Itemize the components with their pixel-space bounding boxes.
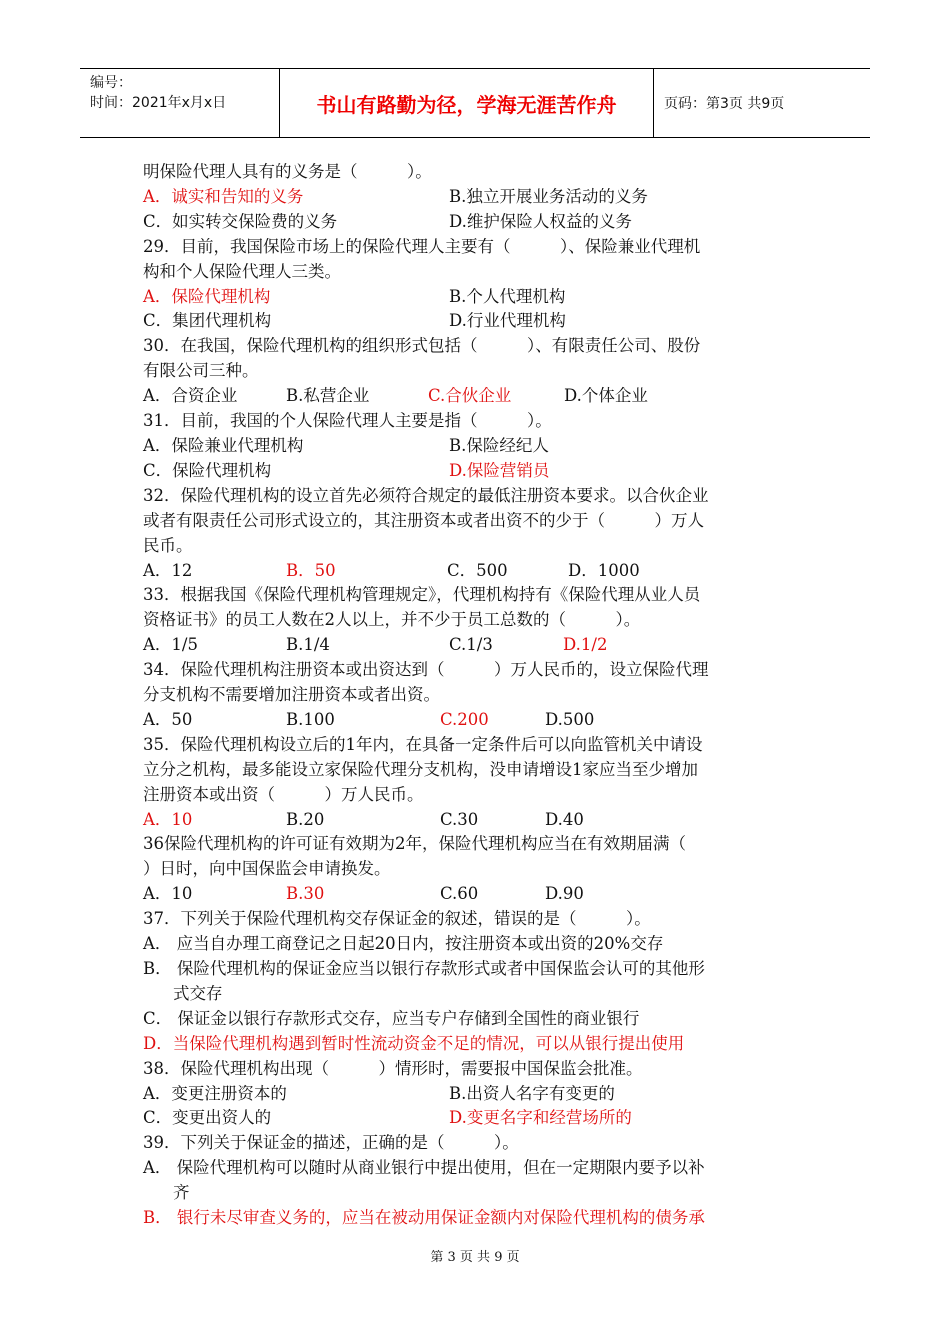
option-d: D.变更名字和经营场所的 bbox=[449, 1108, 632, 1128]
option-c: C.1/3 bbox=[449, 635, 493, 655]
option-a: A．保险代理机构 bbox=[143, 286, 271, 306]
question-36: 36保险代理机构的许可证有效期为2年，保险代理机构应当在有效期届满（ bbox=[143, 834, 686, 854]
options-row bbox=[143, 309, 813, 334]
header-meta bbox=[80, 69, 280, 137]
option-a: A．10 bbox=[143, 809, 193, 829]
options-row bbox=[143, 384, 813, 409]
option-c: C.30 bbox=[440, 809, 479, 829]
option-a: A．诚实和告知的义务 bbox=[143, 186, 304, 206]
option-d: D.40 bbox=[545, 809, 584, 829]
option-c: C．变更出资人的 bbox=[143, 1108, 272, 1128]
option-d: D.保险营销员 bbox=[449, 460, 550, 480]
option-d: D.500 bbox=[545, 709, 595, 729]
option-d: D.维护保险人权益的义务 bbox=[449, 211, 632, 231]
option-c: C．集团代理机构 bbox=[143, 311, 272, 331]
option-b: B.出资人名字有变更的 bbox=[449, 1083, 615, 1103]
question-34: 34．保险代理机构注册资本或出资达到（ ）万人民币的，设立保险代理 bbox=[143, 660, 709, 680]
option-b: B.私营企业 bbox=[286, 386, 370, 406]
option-d: D.行业代理机构 bbox=[449, 311, 566, 331]
option-d: D.90 bbox=[545, 884, 584, 904]
options-row bbox=[143, 210, 813, 235]
question-33-cont: 资格证书》的员工人数在2人以上，并不少于员工总数的（ ）。 bbox=[143, 610, 641, 630]
option-b: B．50 bbox=[286, 560, 336, 580]
option-a: A．50 bbox=[143, 709, 193, 729]
option-a: A．10 bbox=[143, 884, 193, 904]
option-c: C.60 bbox=[440, 884, 479, 904]
option-b: B． 保险代理机构的保证金应当以银行存款形式或者中国保监会认可的其他形 bbox=[143, 959, 705, 978]
option-d: D.个体企业 bbox=[564, 386, 648, 406]
page-footer: 第 3 页 共 9 页 bbox=[430, 1250, 520, 1265]
option-b: B.20 bbox=[286, 809, 325, 829]
options-row bbox=[143, 633, 813, 658]
question-38: 38．保险代理机构出现（ ）情形时，需要报中国保监会批准。 bbox=[143, 1058, 643, 1078]
header-page-label: 页码：第3页 共9页 bbox=[664, 96, 785, 112]
option-c: C.200 bbox=[440, 709, 489, 729]
question-32: 32．保险代理机构的设立首先必须符合规定的最低注册资本要求。以合伙企业 bbox=[143, 485, 709, 505]
options-row bbox=[143, 559, 813, 584]
option-a-cont: 齐 bbox=[173, 1183, 190, 1203]
option-a: A． 应当自办理工商登记之日起20日内，按注册资本或出资的20%交存 bbox=[143, 934, 664, 954]
options-row bbox=[143, 185, 813, 210]
option-b: B.100 bbox=[286, 709, 335, 729]
option-c: C．如实转交保险费的义务 bbox=[143, 211, 338, 231]
option-c: C． 保证金以银行存款形式交存，应当专户存储到全国性的商业银行 bbox=[143, 1008, 640, 1028]
header-motto: 书山有路勤为径，学海无涯苦作舟 bbox=[280, 69, 654, 137]
option-b: B． 银行未尽审查义务的，应当在被动用保证金额内对保险代理机构的债务承 bbox=[143, 1208, 705, 1228]
option-a: A．合资企业 bbox=[143, 386, 238, 406]
question-35-cont: 注册资本或出资（ ）万人民币。 bbox=[143, 784, 424, 804]
doc-date-label: 时间：2021年x月x日 bbox=[90, 95, 227, 111]
option-a: A．1/5 bbox=[143, 635, 198, 655]
option-c: C．保险代理机构 bbox=[143, 460, 272, 480]
question-30-cont: 有限公司三种。 bbox=[143, 361, 259, 381]
option-b: B.1/4 bbox=[286, 635, 330, 655]
question-32-cont: 民币。 bbox=[143, 535, 193, 555]
question-32-cont: 或者有限责任公司形式设立的，其注册资本或者出资不的少于（ ）万人 bbox=[143, 510, 704, 530]
question-text: 明保险代理人具有的义务是（ ）。 bbox=[143, 162, 432, 181]
option-a: A．保险兼业代理机构 bbox=[143, 435, 304, 455]
option-d: D.1/2 bbox=[563, 635, 608, 655]
option-b: B.独立开展业务活动的义务 bbox=[449, 186, 648, 206]
question-30: 30．在我国，保险代理机构的组织形式包括（ ）、有限责任公司、股份 bbox=[143, 336, 701, 356]
question-33: 33．根据我国《保险代理机构管理规定》，代理机构持有《保险代理从业人员 bbox=[143, 585, 701, 605]
document-body bbox=[143, 160, 813, 1231]
question-39: 39．下列关于保证金的描述，正确的是（ ）。 bbox=[143, 1133, 519, 1153]
question-29-cont: 构和个人保险代理人三类。 bbox=[143, 261, 341, 281]
options-row bbox=[143, 1082, 813, 1107]
options-row bbox=[143, 1106, 813, 1131]
option-b-cont: 式交存 bbox=[173, 983, 223, 1003]
options-row bbox=[143, 882, 813, 907]
option-d: D．当保险代理机构遇到暂时性流动资金不足的情况，可以从银行提出使用 bbox=[143, 1033, 685, 1053]
option-a: A．12 bbox=[143, 560, 193, 580]
options-row bbox=[143, 285, 813, 310]
options-row bbox=[143, 808, 813, 833]
options-row bbox=[143, 434, 813, 459]
doc-number-label: 编号： bbox=[90, 75, 132, 91]
option-d: D．1000 bbox=[568, 560, 640, 580]
page-header bbox=[80, 68, 870, 138]
question-37: 37．下列关于保险代理机构交存保证金的叙述，错误的是（ ）。 bbox=[143, 909, 651, 929]
option-b: B.30 bbox=[286, 884, 325, 904]
question-34-cont: 分支机构不需要增加注册资本或者出资。 bbox=[143, 685, 440, 705]
options-row bbox=[143, 708, 813, 733]
options-row bbox=[143, 459, 813, 484]
question-35-cont: 立分之机构，最多能设立家保险代理分支机构，没申请增设1家应当至少增加 bbox=[143, 759, 698, 779]
option-c: C.合伙企业 bbox=[428, 386, 512, 406]
question-29: 29．目前，我国保险市场上的保险代理人主要有（ ）、保险兼业代理机 bbox=[143, 236, 701, 256]
option-c: C．500 bbox=[447, 560, 508, 580]
option-b: B.个人代理机构 bbox=[449, 286, 566, 306]
option-a: A． 保险代理机构可以随时从商业银行中提出使用，但在一定期限内要予以补 bbox=[143, 1158, 705, 1178]
question-35: 35．保险代理机构设立后的1年内，在具备一定条件后可以向监管机关中请设 bbox=[143, 734, 703, 754]
question-36-cont: ）日时，向中国保监会申请换发。 bbox=[143, 859, 391, 879]
option-a: A．变更注册资本的 bbox=[143, 1083, 287, 1103]
option-b: B.保险经纪人 bbox=[449, 435, 549, 455]
question-31: 31．目前，我国的个人保险代理人主要是指（ ）。 bbox=[143, 411, 552, 431]
